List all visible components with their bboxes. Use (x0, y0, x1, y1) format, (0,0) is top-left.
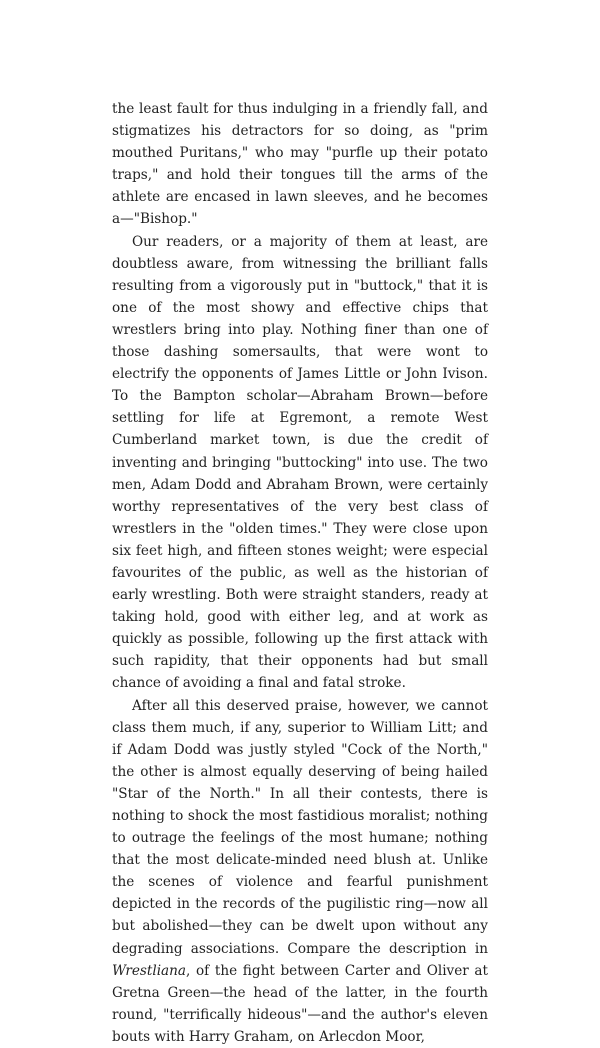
book-title-wrestliana: Wrestliana (112, 962, 187, 979)
paragraph-1 (112, 98, 488, 231)
paragraph-2 (112, 231, 488, 695)
paragraph-3-text-part-2: , of the fight between Carter and Oliver at Gretna Green—the head of the latter, in the fourth round, "terrifically hideous"—and the author's eleven bouts with Harry Graham, on Arlecdon Moor, (112, 962, 488, 1045)
book-page-text (112, 98, 488, 1048)
paragraph-2-text: Our readers, or a majority of them at least, are doubtless aware, from witnessing the brilliant falls resulting from a vigorously put in "buttock," that it is one of the most showy and effective chips that wrestlers bring into play. Nothing finer than one of those dashing somersaults, that were wont to electrify the opponents of James Little or John Ivison. To the Bampton scholar—Abraham Brown—before settling for life at Egremont, a remote West Cumberland market town, is due the credit of inventing and bringing "buttocking" into use. The two men, Adam Dodd and Abraham Brown, were certainly worthy representatives of the very best class of wrestlers in the "olden times." They were close upon six feet high, and fifteen stones weight; were especial favourites of the public, as well as the historian of early wrestling. Both were straight standers, ready at taking hold, good with either leg, and at work as quickly as possible, following up the first attack with such rapidity, that their opponents had but small chance of avoiding a final and fatal stroke. (112, 233, 488, 692)
paragraph-3 (112, 695, 488, 1048)
paragraph-3-text-part-1: After all this deserved praise, however, we cannot class them much, if any, superior to William Litt; and if Adam Dodd was justly styled "Cock of the North," the other is almost equally deserving of being hailed "Star of the North." In all their contests, there is nothing to shock the most fastidious moralist; nothing to outrage the feelings of the most humane; nothing that the most delicate-minded need blush at. Unlike the scenes of violence and fearful punishment depicted in the records of the pugilistic ring—now all but abolished—they can be dwelt upon without any degrading associations. Compare the description in (112, 697, 488, 957)
paragraph-1-text: the least fault for thus indulging in a friendly fall, and stigmatizes his detractors for so doing, as "prim mouthed Puritans," who may "purfle up their potato traps," and hold their tongues till the arms of the athlete are encased in lawn sleeves, and he becomes a—"Bishop." (112, 101, 488, 228)
